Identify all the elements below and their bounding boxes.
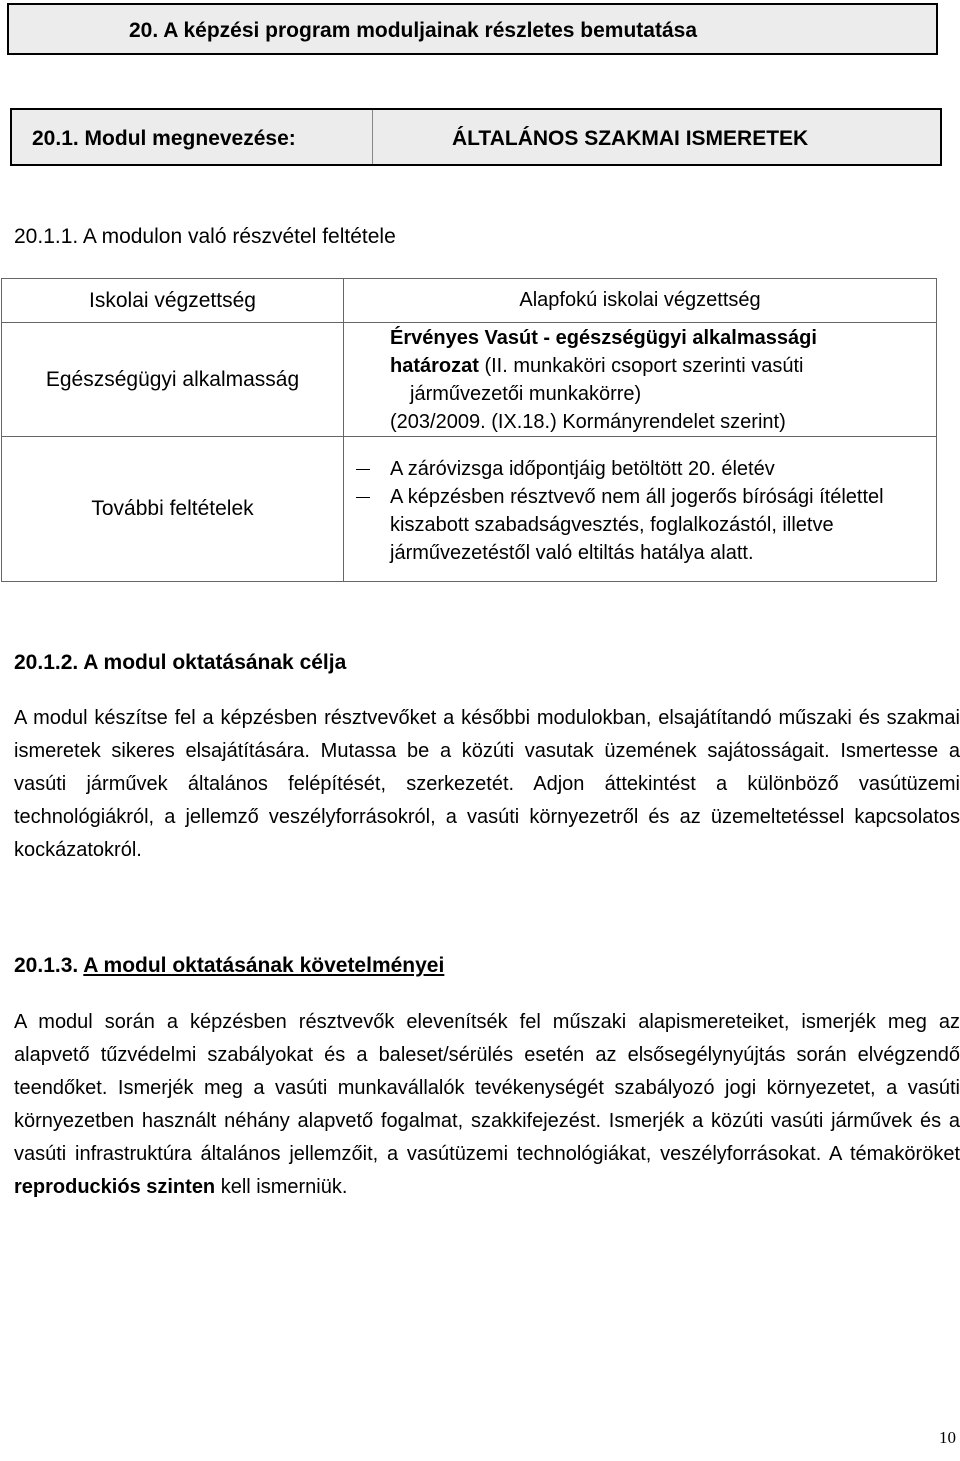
subsection-heading-3 [14, 954, 444, 978]
row-value-school: Alapfokú iskolai végzettség [344, 279, 937, 323]
bold-phrase: reproduckiós szinten [14, 1176, 216, 1198]
heading-3-title: A modul oktatásának követelményei [83, 954, 445, 977]
section-header-box [7, 3, 938, 55]
row-value-other [344, 437, 937, 582]
module-label: 20.1. Modul megnevezése: [32, 127, 296, 150]
condition-list [344, 451, 936, 567]
health-bold-1: Érvényes Vasút - egészségügyi alkalmassági [390, 326, 817, 349]
health-line-3: járművezetői munkakörre) [410, 382, 642, 405]
table-row [2, 279, 937, 323]
table-row [2, 323, 937, 437]
heading-3-number: 20.1.3. [14, 954, 79, 977]
dash-icon [356, 469, 370, 470]
heading-2-number: 20.1.2. [14, 651, 79, 674]
dash-icon [356, 497, 370, 498]
row-value-health [344, 323, 937, 437]
health-rest-2: (II. munkaköri csoport szerinti vasúti [478, 354, 804, 377]
row-label-school: Iskolai végzettség [2, 279, 344, 323]
table-row [2, 437, 937, 582]
list-item: A záróvizsga időpontjáig betöltött 20. életév [344, 455, 936, 483]
health-bold-2: határozat [390, 354, 479, 377]
module-name-box [10, 108, 942, 166]
row-label-other: További feltételek [2, 437, 344, 582]
section-header: 20. A képzési program moduljainak részletes bemutatása [129, 19, 697, 42]
divider [372, 110, 373, 164]
module-value: ÁLTALÁNOS SZAKMAI ISMERETEK [452, 127, 809, 150]
goal-paragraph: A modul készítse fel a képzésben résztvevőket a későbbi modulokban, elsajátítandó műszaki és szakmai ismeretek sikeres elsajátítására. Mutassa be a közúti vasutak üzemének sajátosságait. Ismertesse a vasúti járművek általános felépítését, szerkezetét. Adjon áttekintést a különböző vasútüzemi technológiákról, a jellemző veszélyforrásokról, a vasúti környezetről és az üzemeltetéssel kapcsolatos kockázatokról. [14, 707, 960, 861]
health-line-4: (203/2009. (IX.18.) Kormányrendelet szerint) [390, 410, 786, 433]
conditions-table [1, 278, 937, 582]
requirements-paragraph: A modul során a képzésben résztvevők elevenítsék fel műszaki alapismereteiket, ismerjék meg az alapvető tűzvédelmi szabályokat és a baleset/sérülés esetén az elsősegélynyújtás során elvégzendő teendőket. Ismerjék meg a vasúti munkavállalók tevékenységét szabályozó jogi környezetet, a vasúti környezetben használt néhány alapvető fogalmat, szakkifejezést. Ismerjék a közúti vasúti járművek és a vasúti infrastruktúra általános jellemzőit, a vasútüzemi technológiákat, veszélyforrásokat. A témaköröket reproduckiós szinten kell ismerniük. [14, 1011, 960, 1198]
row-label-health: Egészségügyi alkalmasság [2, 323, 344, 437]
list-item: A képzésben résztvevő nem áll jogerős bírósági ítélettel kiszabott szabadságvesztés, foglalkozástól, illetve járművezetéstől való eltiltás hatálya alatt. [344, 483, 936, 567]
subsection-heading-1: 20.1.1. A modulon való részvétel feltétele [14, 225, 396, 248]
heading-2-title: A modul oktatásának célja [83, 651, 347, 674]
page-number: 10 [939, 1428, 956, 1447]
subsection-heading-2 [14, 651, 346, 675]
